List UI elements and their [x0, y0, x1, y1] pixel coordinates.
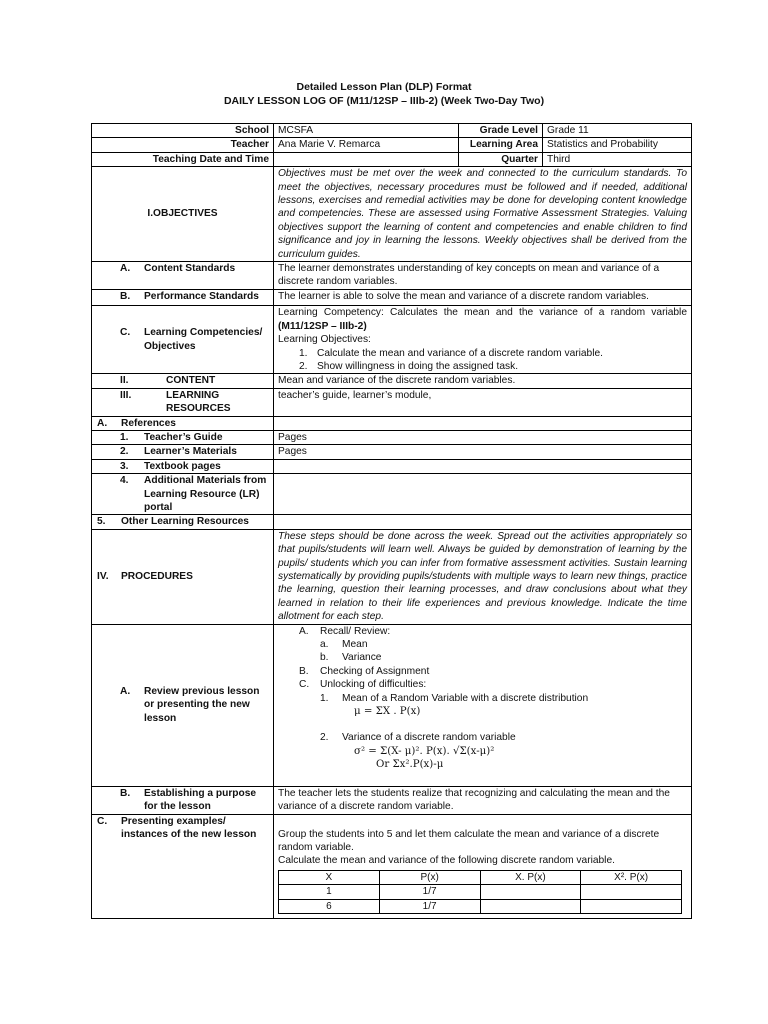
review-b-text: Checking of Assignment — [320, 665, 430, 677]
example-table-header — [279, 870, 682, 884]
school-value: MCSFA — [274, 124, 459, 138]
other-resources-marker: 5. — [97, 516, 106, 528]
content-text: Mean and variance of the discrete random variables. — [274, 374, 692, 388]
references-label: References — [121, 417, 176, 429]
review-a2-marker: b. — [320, 652, 329, 664]
competencies-label: Learning Competencies/ Objectives — [144, 327, 263, 352]
ref-2-marker: 2. — [120, 446, 129, 458]
ref-4-label: Additional Materials from Learning Resource (LR) portal — [144, 475, 267, 513]
learning-area-value: Statistics and Probability — [543, 138, 692, 152]
resources-text: teacher’s guide, learner’s module, — [274, 388, 692, 416]
row-learning-resources — [92, 388, 692, 416]
table-row — [279, 899, 682, 913]
objective-2-marker: 2. — [299, 360, 308, 372]
row-review — [92, 624, 692, 786]
review-c-marker: C. — [299, 679, 310, 691]
review-b-marker: B. — [299, 665, 309, 677]
school-label: School — [92, 124, 274, 138]
content-marker: II. — [120, 375, 129, 387]
variance-formula-alt: Or Σx².P(x)-μ — [376, 759, 444, 771]
competencies-marker: C. — [120, 327, 131, 339]
row-teacher — [92, 138, 692, 152]
grade-level-label: Grade Level — [459, 124, 543, 138]
variance-formula: σ² = Σ(X- μ)². P(x). √Σ(x-μ)² — [354, 745, 495, 757]
review-a1-marker: a. — [320, 639, 329, 651]
header-x: X — [279, 870, 380, 884]
learning-area-label: Learning Area — [459, 138, 543, 152]
content-label: CONTENT — [166, 375, 216, 387]
header-x2px: X². P(x) — [581, 870, 682, 884]
cell-px: 1/7 — [379, 885, 480, 899]
content-standards-marker: A. — [120, 263, 131, 275]
teacher-value: Ana Marie V. Remarca — [274, 138, 459, 152]
ref-1-label: Teacher’s Guide — [144, 431, 223, 443]
performance-standards-text: The learner is able to solve the mean and variance of a discrete random variables. — [274, 289, 692, 305]
mean-formula: μ = ΣX . P(x) — [354, 706, 421, 718]
quarter-value: Third — [543, 152, 692, 166]
row-learners-materials — [92, 445, 692, 459]
review-c2-text: Variance of a discrete random variable — [342, 732, 516, 744]
quarter-label: Quarter — [459, 152, 543, 166]
resources-label: LEARNING RESOURCES — [166, 389, 231, 415]
objective-1-text: Calculate the mean and variance of a discrete random variable. — [317, 347, 603, 359]
ref-2-value: Pages — [274, 445, 692, 459]
row-content — [92, 374, 692, 388]
row-date — [92, 152, 692, 166]
teacher-label: Teacher — [92, 138, 274, 152]
example-data-table — [278, 870, 682, 914]
row-additional-materials — [92, 474, 692, 515]
objectives-text: Objectives must be met over the week and connected to the curriculum standards. To meet the objectives, necessary procedures must be followed and if needed, additional lessons, exercises and remedial activities may be done for developing content knowledge and competencies. These are assessed using Formative Assessment Strategies. Valuing objectives support the learning of content and competencies and enable children to find significance and joy in learning the lessons. Weekly objectives shall be derived from the curriculum guides. — [274, 167, 692, 262]
review-a1-text: Mean — [342, 639, 368, 651]
document-header — [0, 80, 768, 108]
purpose-marker: B. — [120, 787, 131, 799]
resources-marker: III. — [120, 389, 132, 401]
row-objectives — [92, 167, 692, 262]
review-a2-text: Variance — [342, 652, 382, 664]
other-resources-value — [274, 515, 692, 529]
ref-1-value: Pages — [274, 430, 692, 444]
grade-level-value: Grade 11 — [543, 124, 692, 138]
row-procedures — [92, 529, 692, 624]
procedures-text: These steps should be done across the week. Spread out the activities appropriately so that pupils/students will learn well. Always be guided by demonstration of learning by the pupils/ students which you can infer from formative assessment activities. Sustain learning systematically by providing pupils/students with multiple ways to learn new things, practice the learning, question their learning processes, and draw conclusions about what they learned in relation to their life experiences and previous knowledge. Indicate the time allotment for each step. — [274, 529, 692, 624]
row-textbook-pages — [92, 459, 692, 473]
examples-text-1: Group the students into 5 and let them calculate the mean and variance of a discrete random variable. — [278, 828, 660, 853]
competency-text: Learning Competency: Calculates the mean and the variance of a random variable — [278, 307, 687, 319]
cell-px: 1/7 — [379, 899, 480, 913]
header-xpx: X. P(x) — [480, 870, 581, 884]
content-standards-text: The learner demonstrates understanding of key concepts on mean and variance of a discrete random variables. — [274, 262, 692, 290]
procedures-label: PROCEDURES — [121, 571, 193, 582]
review-marker: A. — [120, 686, 131, 698]
row-school — [92, 124, 692, 138]
objective-1-marker: 1. — [299, 347, 308, 359]
examples-label: Presenting examples/ instances of the new lesson — [121, 815, 257, 840]
row-performance-standards — [92, 289, 692, 305]
document-subtitle: DAILY LESSON LOG OF (M11/12SP – IIIb-2) (Week Two-Day Two) — [223, 95, 545, 107]
row-purpose — [92, 786, 692, 814]
row-other-resources — [92, 515, 692, 529]
objective-2-text: Show willingness in doing the assigned task. — [317, 360, 519, 372]
ref-1-marker: 1. — [120, 431, 129, 443]
competency-code: (M11/12SP – IIIb-2) — [278, 320, 367, 332]
learning-objectives-label: Learning Objectives: — [278, 334, 371, 346]
cell-x2px — [581, 885, 682, 899]
cell-xpx — [480, 885, 581, 899]
ref-3-value — [274, 459, 692, 473]
performance-standards-marker: B. — [120, 290, 131, 302]
teaching-date-label: Teaching Date and Time — [92, 152, 274, 166]
review-a-marker: A. — [299, 625, 309, 637]
purpose-text: The teacher lets the students realize that recognizing and calculating the mean and the variance of a discrete random variable. — [274, 786, 692, 814]
ref-3-label: Textbook pages — [144, 460, 221, 472]
row-references — [92, 416, 692, 430]
lesson-plan-table — [91, 123, 692, 919]
objectives-label: I.OBJECTIVES — [92, 167, 274, 262]
performance-standards-label: Performance Standards — [144, 290, 259, 302]
references-marker: A. — [97, 417, 108, 429]
cell-x2px — [581, 899, 682, 913]
review-a-text: Recall/ Review: — [320, 625, 391, 637]
examples-text-2: Calculate the mean and variance of the following discrete random variable. — [278, 855, 615, 867]
content-standards-label: Content Standards — [144, 263, 236, 275]
purpose-label: Establishing a purpose for the lesson — [144, 787, 257, 813]
examples-marker: C. — [97, 815, 108, 827]
document-title: Detailed Lesson Plan (DLP) Format — [296, 81, 472, 93]
cell-x: 1 — [279, 885, 380, 899]
ref-2-label: Learner’s Materials — [144, 446, 237, 458]
row-teachers-guide — [92, 430, 692, 444]
teaching-date-value — [274, 152, 459, 166]
procedures-marker: IV. — [97, 571, 109, 582]
header-px: P(x) — [379, 870, 480, 884]
review-c1-text: Mean of a Random Variable with a discrete distribution — [342, 692, 589, 704]
review-label: Review previous lesson or presenting the new lesson — [144, 686, 260, 724]
ref-3-marker: 3. — [120, 460, 129, 472]
review-c1-marker: 1. — [320, 692, 329, 704]
ref-4-value — [274, 474, 692, 515]
table-row — [279, 885, 682, 899]
row-content-standards — [92, 262, 692, 290]
cell-xpx — [480, 899, 581, 913]
cell-x: 6 — [279, 899, 380, 913]
row-competencies — [92, 306, 692, 374]
ref-4-marker: 4. — [120, 475, 129, 487]
other-resources-label: Other Learning Resources — [121, 516, 249, 528]
review-c2-marker: 2. — [320, 732, 329, 744]
row-examples — [92, 814, 692, 918]
review-c-text: Unlocking of difficulties: — [320, 679, 427, 691]
